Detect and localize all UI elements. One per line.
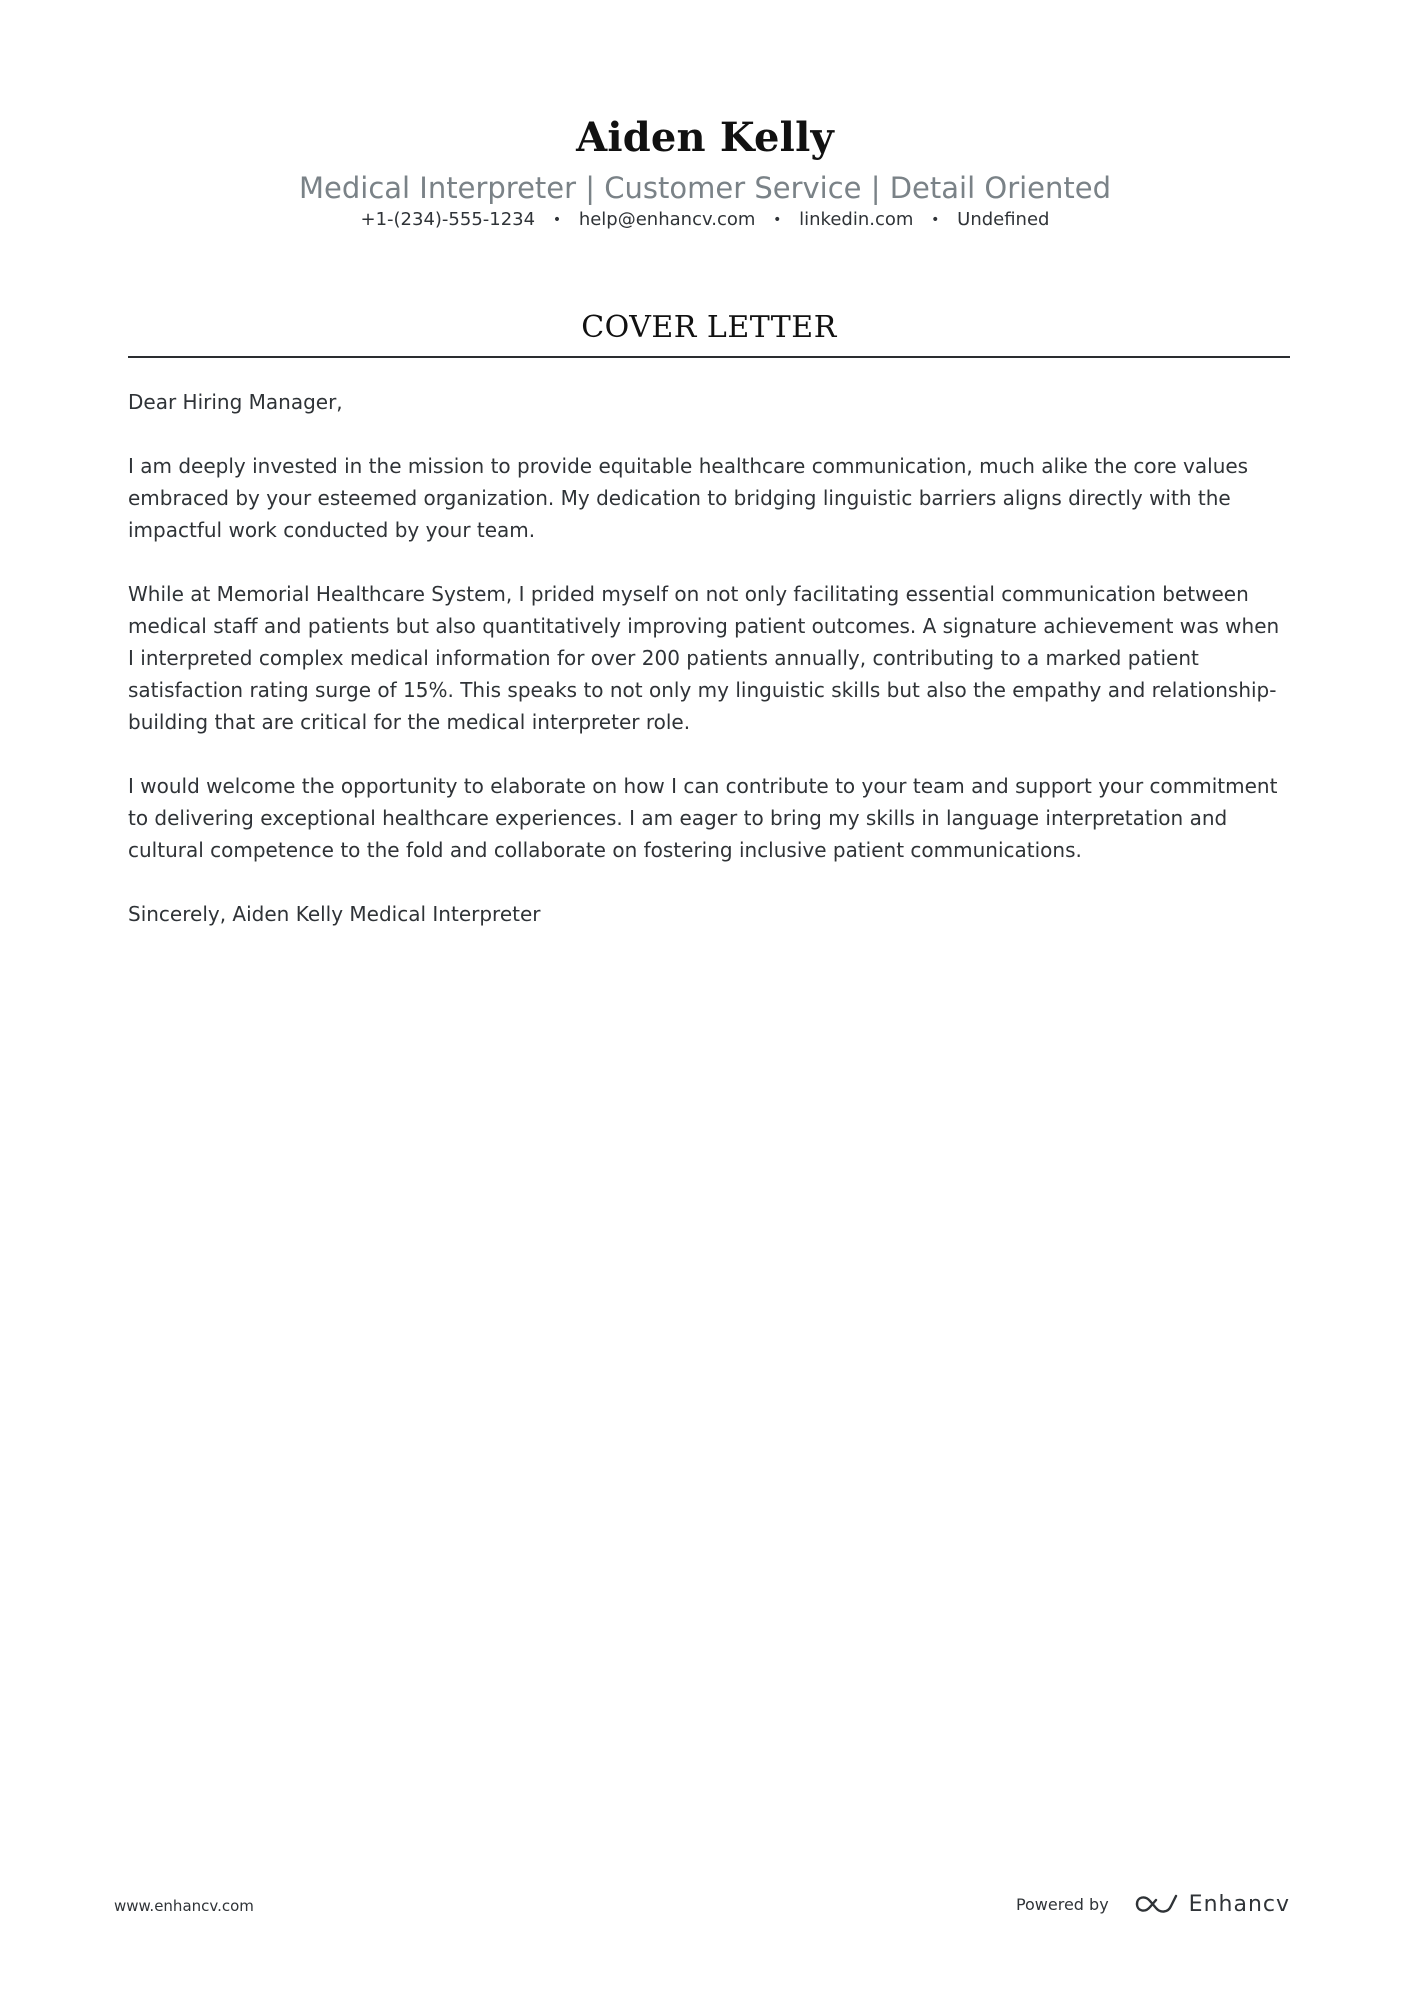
- salutation: Dear Hiring Manager,: [128, 390, 343, 414]
- closing: Sincerely, Aiden Kelly Medical Interpreter: [128, 902, 541, 926]
- contact-phone: +1-(234)-555-1234: [360, 209, 536, 230]
- contact-separator: •: [931, 212, 940, 228]
- contact-line: [0, 208, 1410, 232]
- candidate-headline: Medical Interpreter | Customer Service | Detail Oriented: [298, 171, 1112, 205]
- footer-website[interactable]: www.enhancv.com: [114, 1897, 254, 1915]
- contact-location: Undefined: [957, 209, 1050, 230]
- contact-separator: •: [552, 212, 562, 228]
- contact-linkedin[interactable]: linkedin.com: [799, 209, 914, 230]
- enhancv-brand-name: Enhancv: [1188, 1891, 1290, 1917]
- letter-paragraph-3: I would welcome the opportunity to elaborate on how I can contribute to your team and support your commitment to delivering exceptional healthcare experiences. I am eager to bring my skills in language interpretation and cultural competence to the fold and collaborate on fostering inclusive patient communications.: [128, 774, 1278, 862]
- powered-by-label: Powered by: [1015, 1894, 1109, 1914]
- letter-body: [128, 386, 1290, 962]
- letter-paragraph-1: I am deeply invested in the mission to provide equitable healthcare communication, much alike the core values embraced by your esteemed organization. My dedication to bridging linguistic barriers aligns directly with the impactful work conducted by your team.: [128, 454, 1249, 542]
- candidate-name: Aiden Kelly: [576, 114, 834, 161]
- footer-branding: [1016, 1888, 1290, 1920]
- section-divider: [128, 356, 1290, 358]
- contact-separator: •: [773, 212, 782, 228]
- header: [0, 112, 1410, 232]
- letter-paragraph-2: While at Memorial Healthcare System, I prided myself on not only facilitating essential communication between medical staff and patients but also quantitatively improving patient outcomes. A signature achievement was when I interpreted complex medical information for over 200 patients annually, contributing to a marked patient satisfaction rating surge of 15%. This speaks to not only my linguistic skills but also the empathy and relationship-building that are critical for the medical interpreter role.: [128, 582, 1280, 734]
- contact-email[interactable]: help@enhancv.com: [578, 209, 756, 230]
- enhancv-logo-icon: [1133, 1892, 1179, 1916]
- section-title: COVER LETTER: [581, 310, 837, 345]
